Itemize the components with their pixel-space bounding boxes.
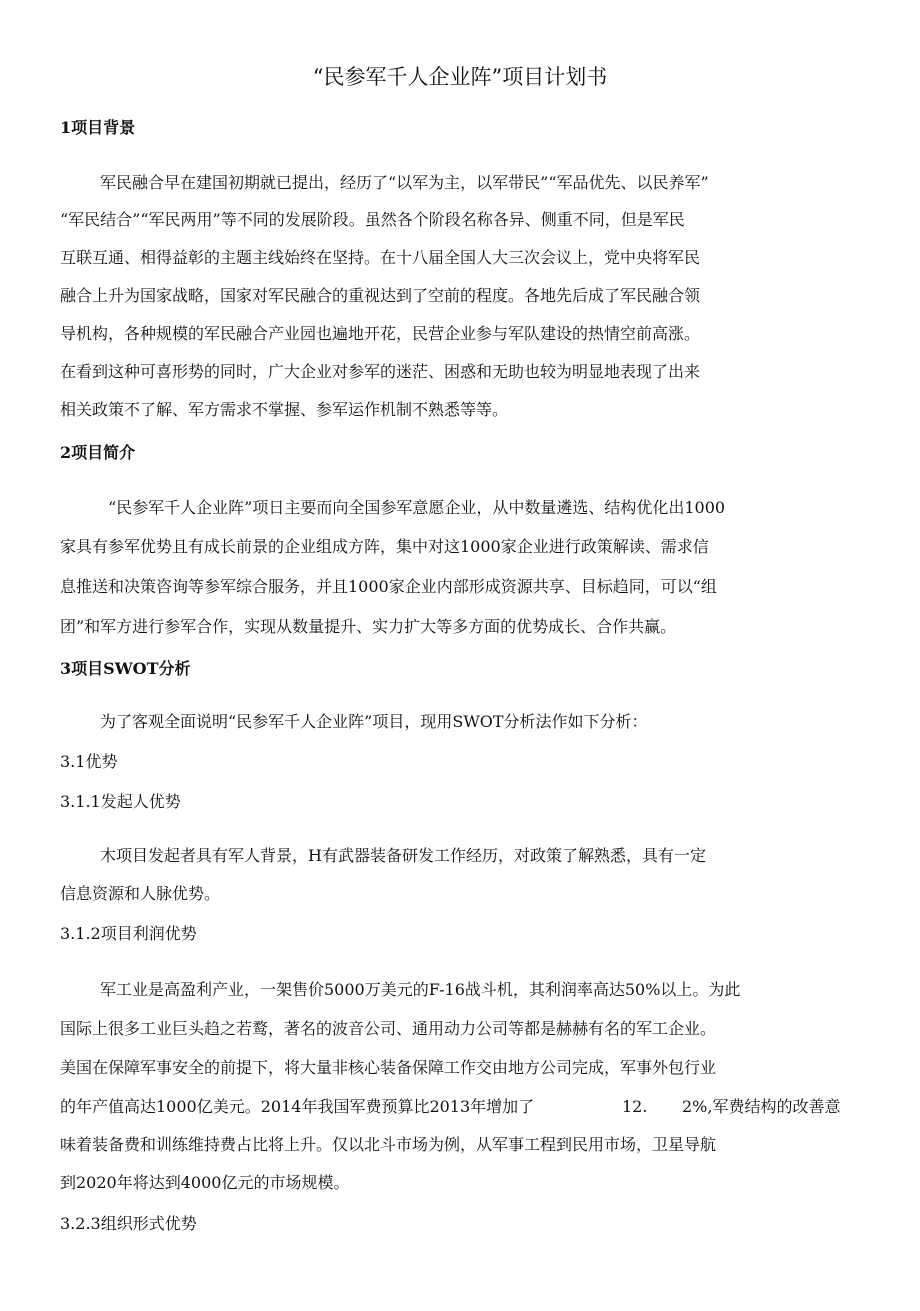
paragraph-line: 为了客观全面说明“民参军千人企业阵”项目，现用SWOT分析法作如下分析： [100, 712, 648, 731]
paragraph-line: 家具有参军优势且有成长前景的企业组成方阵，集中对这1000家企业进行政策解读、需求信 [60, 537, 709, 556]
section-heading-swot: 3项目SWOT分析 [60, 659, 191, 678]
paragraph-line: 美国在保障军事安全的前提下，将大量非核心装备保障工作交由地方公司完成，军事外包行业 [60, 1058, 717, 1077]
paragraph-line: “民参军千人企业阵”项日主要而向全国参军意愿企业，从中数量遴选、结构优化出1000 [108, 498, 726, 517]
paragraph-line: 味着装备费和训练维持费占比将上升。仅以北斗市场为例，从军事工程到民用市场，卫星导航 [60, 1135, 717, 1154]
paragraph-line: 在看到这种可喜形势的同时，广大企业对参军的迷茫、困惑和无助也较为明显地表现了出来 [60, 362, 701, 381]
paragraph-line: 互联互通、相得益彰的主题主线始终在坚持。在十八届全国人大三次会议上，党中央将军民 [60, 248, 701, 267]
paragraph-line: 导机构，各种规模的军民融合产业园也遍地开花，民营企业参与军队建设的热情空前高涨。 [60, 324, 701, 343]
subsection-heading-organization-advantage: 3.2.3组织形式优势 [60, 1214, 197, 1233]
paragraph-line: 军工业是高盈利产业，一架售价5000万美元的F-16战斗机，其利润率高达50%以上。为此 [100, 980, 741, 999]
paragraph-line: 军民融合早在建国初期就已提出，经历了“以军为主，以军带民”“军品优先、以民养军” [100, 173, 709, 192]
paragraph-line: 的年产值高达1000亿美元。2014年我国军费预算比2013年增加了 [60, 1097, 535, 1116]
section-heading-background: 1项目背景 [60, 118, 136, 137]
paragraph-line-fragment: 2%,军费结构的改善意 [682, 1097, 841, 1116]
paragraph-line: 木项目发起者具有军人背景，H有武器装备研发工作经历，对政策了解熟悉，具有一定 [100, 846, 706, 865]
paragraph-line: 到2020年将达到4000亿元的市场规模。 [60, 1173, 350, 1192]
paragraph-line: 相关政策不了解、军方需求不掌握、参军运作机制不熟悉等等。 [60, 400, 509, 419]
paragraph-line-fragment: 12. [622, 1097, 648, 1116]
paragraph-line: 国际上很多工业巨头趋之若鹜，著名的波音公司、通用动力公司等都是赫赫有名的军工企业。 [60, 1019, 717, 1038]
paragraph-line: 融合上升为国家战略，国家对军民融合的重视达到了空前的程度。各地先后成了军民融合领 [60, 286, 701, 305]
section-heading-intro: 2项目简介 [60, 443, 136, 462]
subsection-heading-profit-advantage: 3.1.2项目利润优势 [60, 924, 197, 943]
paragraph-line: “军民结合”“军民两用”等不同的发展阶段。虽然各个阶段名称各异、侧重不同，但是军民 [60, 210, 685, 229]
subsection-heading-initiator-advantage: 3.1.1发起人优势 [60, 792, 181, 811]
paragraph-line: 团”和军方进行参军合作，实现从数量提升、实力扩大等多方面的优势成长、合作共赢。 [60, 617, 677, 636]
paragraph-line: 息推送和决策咨询等参军综合服务，并且1000家企业内部形成资源共享、目标趋同，可以“组 [60, 577, 717, 596]
subsection-heading-advantages: 3.1优势 [60, 752, 118, 771]
document-title: “民参军千人企业阵”项目计划书 [312, 65, 608, 89]
paragraph-line: 信息资源和人脉优势。 [60, 884, 221, 903]
